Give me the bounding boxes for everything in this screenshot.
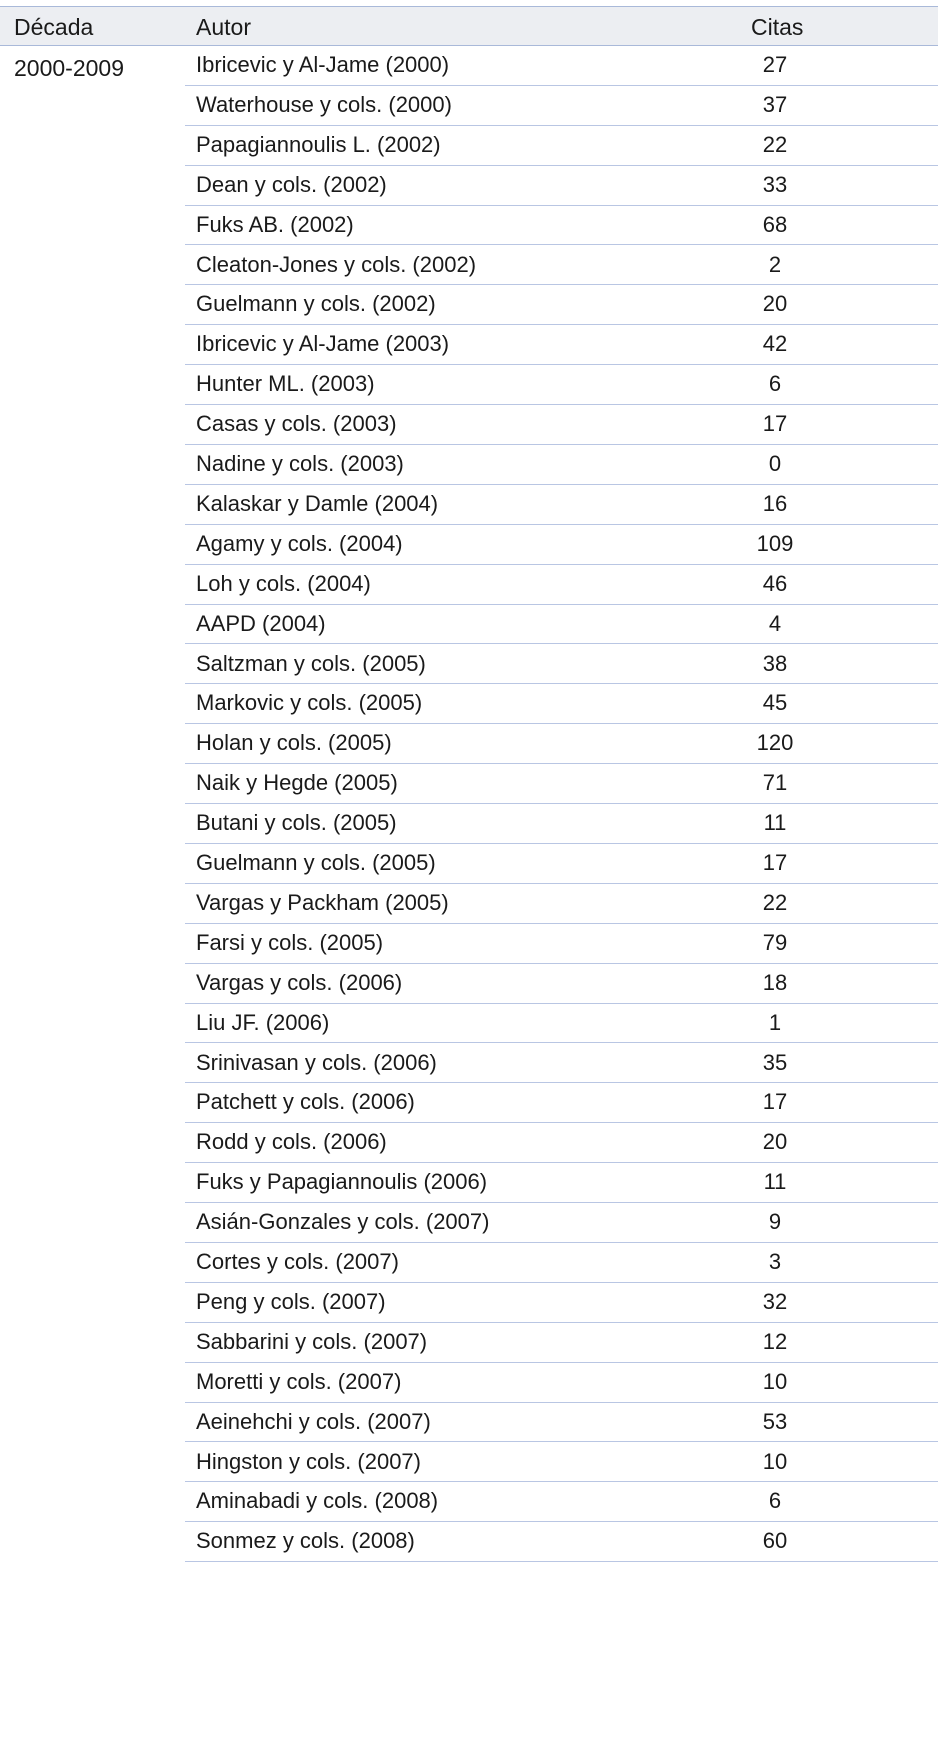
table-row	[0, 285, 938, 325]
table-row	[0, 1482, 938, 1522]
author-cell: Ibricevic y Al-Jame (2000)	[196, 52, 450, 77]
cites-cell: 22	[762, 131, 788, 157]
table-row	[0, 166, 938, 206]
table-row	[0, 645, 938, 685]
cites-cell: 45	[762, 690, 788, 716]
author-cell: Vargas y Packham (2005)	[196, 889, 449, 915]
cites-cell: 20	[762, 291, 788, 317]
table-row	[0, 525, 938, 565]
cites-cell: 53	[762, 1408, 788, 1434]
table-row	[0, 724, 938, 764]
author-cell: Loh y cols. (2004)	[196, 570, 371, 596]
author-cell: Aeinehchi y cols. (2007)	[196, 1408, 431, 1434]
table-row	[0, 1163, 938, 1203]
author-cell: Sonmez y cols. (2008)	[196, 1528, 415, 1554]
table-row	[0, 1323, 938, 1363]
cites-cell: 120	[756, 730, 794, 756]
table-row	[0, 804, 938, 844]
cites-cell: 9	[768, 1209, 782, 1235]
decade-cell: 2000-2009	[14, 55, 124, 81]
table-row	[0, 964, 938, 1004]
author-cell: Vargas y cols. (2006)	[196, 969, 403, 995]
table-row	[0, 1403, 938, 1443]
cites-cell: 37	[762, 91, 788, 117]
author-cell: Moretti y cols. (2007)	[196, 1368, 402, 1394]
cites-cell: 17	[762, 411, 788, 437]
cites-cell: 20	[762, 1129, 788, 1155]
cites-cell: 60	[762, 1528, 788, 1554]
table-row	[0, 46, 938, 86]
table-row	[0, 884, 938, 924]
table-row	[0, 206, 938, 246]
cites-cell: 46	[762, 570, 788, 596]
cites-cell: 12	[762, 1328, 788, 1354]
table-row	[0, 405, 938, 445]
header-cites: Citas	[751, 14, 804, 40]
cites-cell: 38	[762, 650, 788, 676]
table-row	[0, 126, 938, 166]
table-row	[0, 1363, 938, 1403]
cites-cell: 2	[768, 251, 782, 277]
author-cell: Fuks AB. (2002)	[196, 211, 354, 237]
table-row	[0, 445, 938, 485]
cites-cell: 109	[756, 530, 794, 556]
author-cell: Butani y cols. (2005)	[196, 810, 397, 836]
table-row	[0, 1522, 938, 1562]
cites-cell: 71	[762, 770, 788, 796]
header-decade: Década	[14, 14, 94, 40]
table-row	[0, 684, 938, 724]
table-row	[0, 1004, 938, 1044]
table-row	[0, 924, 938, 964]
cites-cell: 17	[762, 850, 788, 875]
cites-cell: 11	[763, 1169, 787, 1195]
author-cell: Ibricevic y Al-Jame (2003)	[196, 331, 450, 357]
table-row	[0, 86, 938, 126]
author-cell: Nadine y cols. (2003)	[196, 451, 404, 476]
table-row	[0, 764, 938, 804]
table-row	[0, 565, 938, 605]
author-cell: Hingston y cols. (2007)	[196, 1448, 421, 1474]
author-cell: Peng y cols. (2007)	[196, 1288, 386, 1314]
author-cell: Sabbarini y cols. (2007)	[196, 1328, 428, 1354]
table-row	[0, 485, 938, 525]
author-cell: Srinivasan y cols. (2006)	[196, 1049, 437, 1075]
author-cell: Holan y cols. (2005)	[196, 730, 392, 756]
author-cell: Naik y Hegde (2005)	[196, 770, 398, 796]
table-row	[0, 1083, 938, 1123]
author-cell: Papagiannoulis L. (2002)	[196, 131, 441, 157]
cites-cell: 10	[762, 1448, 788, 1474]
cites-cell: 18	[762, 969, 788, 995]
cites-cell: 33	[762, 171, 788, 197]
author-cell: Hunter ML. (2003)	[196, 371, 375, 397]
author-cell: Casas y cols. (2003)	[196, 411, 397, 437]
author-cell: Waterhouse y cols. (2000)	[196, 91, 452, 117]
cites-cell: 16	[762, 490, 788, 516]
cites-cell: 22	[762, 889, 788, 915]
table-row	[0, 1044, 938, 1084]
cites-cell: 0	[768, 451, 782, 476]
cites-cell: 3	[768, 1249, 782, 1274]
cites-cell: 6	[768, 1488, 782, 1514]
author-cell: Asián-Gonzales y cols. (2007)	[196, 1209, 490, 1235]
author-cell: AAPD (2004)	[196, 610, 326, 636]
table-row	[0, 605, 938, 645]
header-author: Autor	[196, 14, 251, 40]
author-cell: Saltzman y cols. (2005)	[196, 650, 426, 676]
cites-cell: 68	[762, 211, 788, 237]
cites-cell: 35	[762, 1049, 788, 1075]
table-row	[0, 1123, 938, 1163]
cites-cell: 42	[762, 331, 788, 357]
cites-cell: 10	[762, 1368, 788, 1394]
cites-cell: 6	[768, 371, 782, 397]
cites-cell: 17	[762, 1089, 788, 1115]
author-cell: Cortes y cols. (2007)	[196, 1249, 399, 1274]
cites-cell: 4	[768, 610, 782, 636]
table-header	[0, 6, 938, 46]
table-row	[0, 365, 938, 405]
cites-cell: 1	[768, 1009, 782, 1035]
table-row	[0, 1283, 938, 1323]
author-cell: Guelmann y cols. (2005)	[196, 850, 436, 875]
table-row	[0, 325, 938, 365]
author-cell: Aminabadi y cols. (2008)	[196, 1488, 439, 1514]
table-row	[0, 1443, 938, 1483]
table-row	[0, 1203, 938, 1243]
table-row	[0, 844, 938, 884]
author-cell: Markovic y cols. (2005)	[196, 690, 423, 716]
author-cell: Liu JF. (2006)	[196, 1009, 330, 1035]
cites-cell: 79	[762, 929, 788, 955]
author-cell: Agamy y cols. (2004)	[196, 530, 403, 556]
cites-cell: 11	[763, 810, 787, 836]
author-cell: Patchett y cols. (2006)	[196, 1089, 415, 1115]
author-cell: Fuks y Papagiannoulis (2006)	[196, 1169, 488, 1195]
author-cell: Cleaton-Jones y cols. (2002)	[196, 251, 477, 277]
cites-cell: 32	[762, 1288, 788, 1314]
table-row	[0, 1243, 938, 1283]
cites-cell: 27	[762, 52, 788, 77]
row-divider	[185, 1561, 938, 1562]
author-cell: Dean y cols. (2002)	[196, 171, 387, 197]
author-cell: Rodd y cols. (2006)	[196, 1129, 387, 1155]
table-row	[0, 246, 938, 286]
author-cell: Kalaskar y Damle (2004)	[196, 490, 439, 516]
author-cell: Guelmann y cols. (2002)	[196, 291, 436, 317]
author-cell: Farsi y cols. (2005)	[196, 929, 384, 955]
